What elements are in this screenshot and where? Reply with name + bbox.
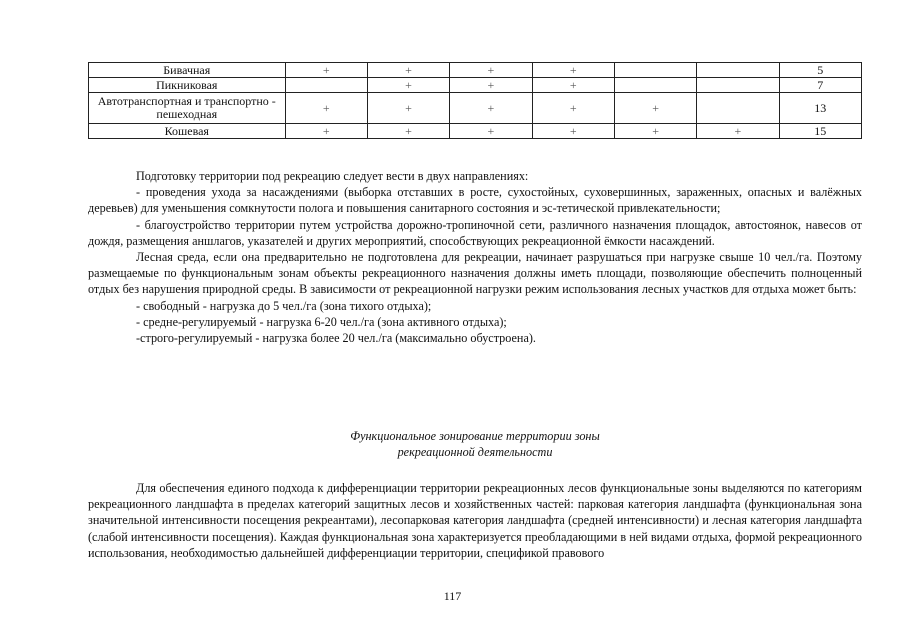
section-heading [88,428,862,460]
table-cell-mark: + [367,63,449,78]
table-cell-mark: + [285,124,367,139]
table-cell-mark: + [450,63,532,78]
table-body [89,63,862,139]
table-cell-mark: + [285,93,367,124]
table-cell-mark [614,78,696,93]
paragraph: - проведения ухода за насаждениями (выборка отставших в росте, сухостойных, суховершинных, зараженных, опасных и валёжных деревьев) для уменьшения сомкнутости полога и повышения санитарного состояния и эс-тетической привлекательности; [88,185,862,216]
table-cell-mark [697,78,779,93]
table-cell-total: 5 [779,63,861,78]
list-item: -строго-регулируемый - нагрузка более 20 чел./га (максимально обустроена). [136,331,536,346]
table-cell-mark: + [532,78,614,93]
list-item: - средне-регулируемый - нагрузка 6-20 чел./га (зона активного отдыха); [136,314,507,329]
table-cell-mark: + [367,93,449,124]
table-row [89,124,862,139]
section-heading-line: рекреационной деятельности [397,445,553,459]
table-cell-zone-name: Кошевая [89,124,286,139]
table-cell-zone-name: Бивачная [89,63,286,78]
table-row [89,93,862,124]
table-cell-mark: + [367,124,449,139]
table-cell-total: 7 [779,78,861,93]
table-row [89,78,862,93]
table-cell-mark: + [614,124,696,139]
body-text-bottom [88,480,862,561]
table-cell-mark: + [614,93,696,124]
table-cell-mark [697,93,779,124]
page-number: 117 [443,589,462,603]
table-row [89,63,862,78]
list-item: - свободный - нагрузка до 5 чел./га (зона тихого отдыха); [136,298,432,313]
table-cell-mark: + [450,78,532,93]
paragraph: Для обеспечения единого подхода к дифференциации территории рекреационных лесов функциональные зоны выделяются по категориям рекреационного ландшафта в пределах категорий защитных лесов и хозяйственных частей: парковая категория ландшафта (функциональная зона значительной интенсивности посещения рекреантами), лесопарковая категория ландшафта (средней интенсивности) и лесная категория ландшафта (слабой интенсивности посещения). Каждая функциональная зона характеризуется преобладающими в ней видами отдыха, формой рекреационного использования, необходимостью дальнейшей дифференциации территории, спецификой правового [88,481,862,560]
table-cell-zone-name: Автотранспортная и транспортно - пешеходная [89,93,286,124]
table-cell-mark [697,63,779,78]
recreation-table [88,62,862,139]
paragraph: - благоустройство территории путем устройства дорожно-тропиночной сети, различного назначения площадок, автостоянок, навесов от дождя, размещения аншлагов, указателей и других мероприятий, способствующих рекреационной ёмкости насаждений. [88,217,862,248]
table-cell-zone-name: Пикниковая [89,78,286,93]
paragraph: Лесная среда, если она предварительно не подготовлена для рекреации, начинает разрушаться при нагрузке свыше 10 чел./га. Поэтому размещаемые по функциональным зонам объекты рекреационного назначения должны иметь площади, позволяющие обеспечить полноценный отдых без нарушения природной среды. В зависимости от рекреационной нагрузки режим использования лесных участков для отдыха может быть: [88,250,862,297]
table-cell-mark: + [285,63,367,78]
section-heading-line: Функциональное зонирование территории зоны [350,429,600,443]
table-cell-mark: + [532,63,614,78]
table-cell-mark: + [367,78,449,93]
table-cell-mark: + [532,124,614,139]
table-cell-total: 13 [779,93,861,124]
table-cell-mark: + [450,93,532,124]
table-cell-total: 15 [779,124,861,139]
table-cell-mark: + [532,93,614,124]
paragraph: Подготовку территории под рекреацию следует вести в двух направлениях: [136,169,529,183]
table-cell-mark [285,78,367,93]
table-cell-mark [614,63,696,78]
table-cell-mark: + [450,124,532,139]
body-text-top [88,168,862,346]
table-cell-mark: + [697,124,779,139]
